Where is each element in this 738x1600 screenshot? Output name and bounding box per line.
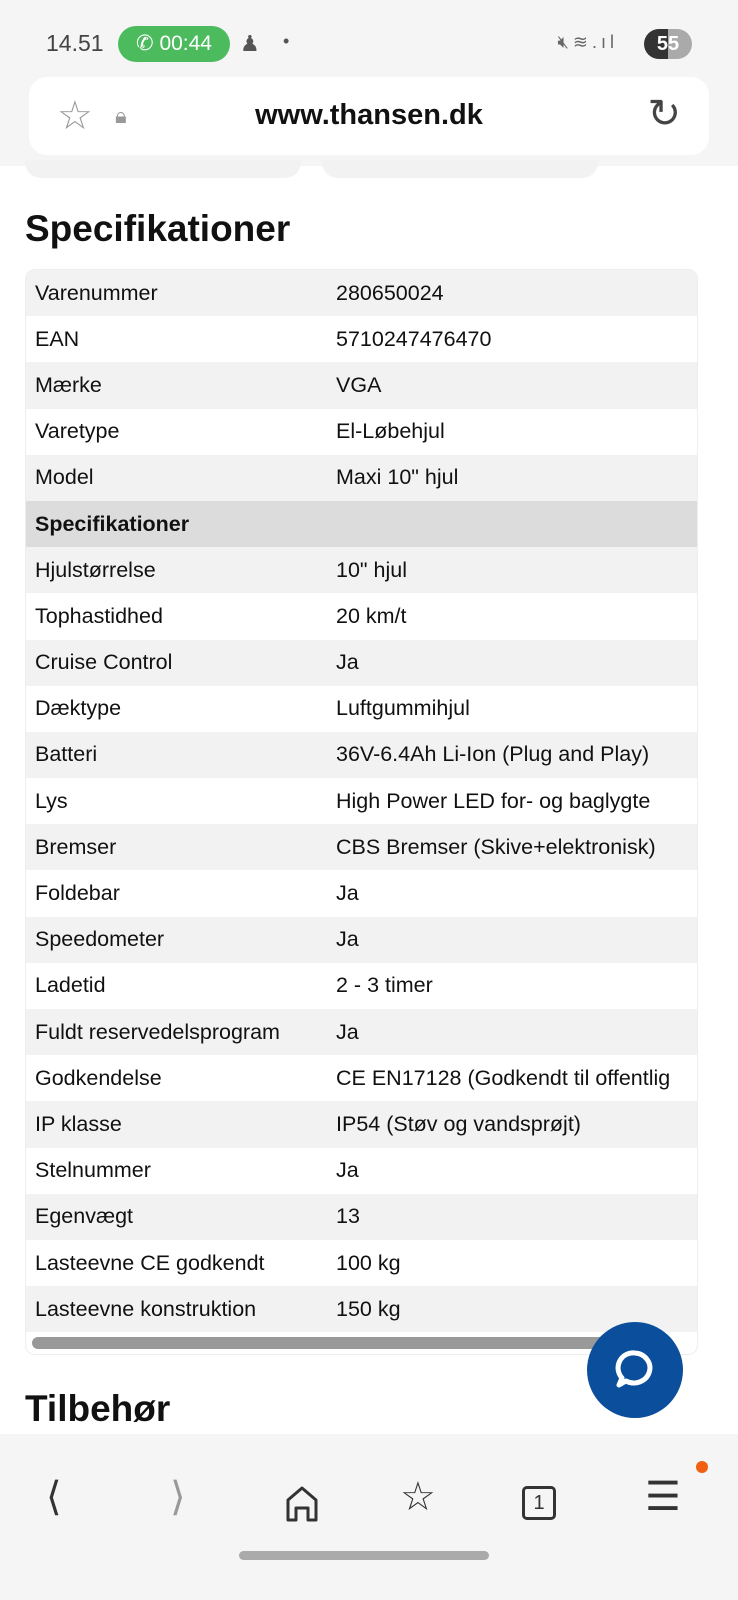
row-label: Lasteevne CE godkendt [35, 1250, 265, 1275]
tab-count: 1 [533, 1492, 545, 1514]
home-icon[interactable] [284, 1484, 320, 1524]
gesture-bar[interactable] [239, 1551, 489, 1560]
url-text[interactable]: www.thansen.dk [255, 99, 483, 131]
table-row [26, 917, 697, 963]
row-value: Luftgummihjul [336, 696, 470, 721]
scrollbar-thumb[interactable] [32, 1337, 632, 1349]
row-value: 280650024 [336, 280, 444, 305]
signal-icon: .ıl [591, 32, 618, 52]
row-value: High Power LED for- og baglygte [336, 788, 651, 813]
row-label: Lys [35, 788, 68, 813]
tabs-button[interactable] [522, 1486, 556, 1520]
table-row [26, 1055, 697, 1101]
table-row [26, 409, 697, 455]
status-bar [0, 0, 738, 80]
row-label: Cruise Control [35, 650, 173, 675]
row-value: Maxi 10" hjul [336, 465, 459, 490]
row-label: Lasteevne konstruktion [35, 1296, 257, 1321]
battery-indicator: 55 [644, 29, 692, 59]
row-label: Speedometer [35, 927, 165, 952]
table-row [26, 455, 697, 501]
row-value: IP54 (Støv og vandsprøjt) [336, 1111, 581, 1136]
table-row [26, 270, 697, 316]
table-row [26, 778, 697, 824]
table-section-header [26, 501, 697, 547]
chat-button[interactable] [587, 1322, 683, 1418]
row-label: Mærke [35, 372, 102, 397]
row-value: 2 - 3 timer [336, 973, 433, 998]
row-value: CE EN17128 (Godkendt til offentlig [336, 1065, 671, 1090]
address-bar-area [0, 80, 738, 166]
row-label: Egenvægt [35, 1204, 134, 1229]
row-label: Hjulstørrelse [35, 557, 156, 582]
table-row [26, 870, 697, 916]
row-value: 13 [336, 1204, 360, 1229]
row-value: Ja [336, 1019, 359, 1044]
more-notifications-icon: • [283, 31, 290, 51]
row-value: CBS Bremser (Skive+elektronisk) [336, 834, 656, 859]
table-row [26, 640, 697, 686]
bottom-nav [0, 1434, 738, 1600]
table-row [26, 547, 697, 593]
row-label: Ladetid [35, 973, 106, 998]
table-row [26, 1286, 697, 1332]
spec-table [25, 269, 698, 1355]
content-card-stub [322, 160, 598, 178]
accessories-heading: Tilbehør [25, 1388, 171, 1429]
reload-icon[interactable]: ↻ [647, 92, 681, 136]
table-row [26, 593, 697, 639]
row-value: Ja [336, 650, 359, 675]
bookmarks-icon[interactable]: ☆ [400, 1475, 436, 1519]
row-label: Foldebar [35, 881, 120, 906]
table-row [26, 963, 697, 1009]
row-label: Model [35, 465, 94, 490]
row-label: Fuldt reservedelsprogram [35, 1019, 280, 1044]
table-row [26, 824, 697, 870]
table-row [26, 1101, 697, 1147]
bookmark-star-icon[interactable]: ☆ [57, 94, 93, 138]
notification-dot [696, 1461, 708, 1473]
row-label: Stelnummer [35, 1158, 151, 1183]
call-indicator[interactable]: ✆ 00:44 [118, 26, 230, 62]
address-bar[interactable] [29, 77, 709, 155]
row-value: VGA [336, 372, 382, 397]
chat-bubble-icon [612, 1347, 658, 1393]
row-value: Ja [336, 881, 359, 906]
row-value: El-Løbehjul [336, 419, 445, 444]
row-value: 10" hjul [336, 557, 407, 582]
row-label: Specifikationer [35, 511, 190, 536]
row-label: Varetype [35, 419, 120, 444]
row-label: EAN [35, 326, 80, 351]
row-value: 36V-6.4Ah Li-Ion (Plug and Play) [336, 742, 650, 767]
snapchat-icon: ♟ [240, 31, 260, 56]
row-label: Tophastidhed [35, 603, 163, 628]
table-row [26, 362, 697, 408]
row-value: 100 kg [336, 1250, 401, 1275]
row-value: Ja [336, 927, 359, 952]
table-row [26, 732, 697, 778]
lock-icon[interactable]: 🔒︎ [115, 103, 127, 128]
row-label: Varenummer [35, 280, 158, 305]
call-timer: 00:44 [159, 32, 212, 55]
system-icons [558, 32, 618, 53]
wifi-icon: ≋ [572, 32, 592, 52]
mute-icon: 🔇︎ [557, 32, 573, 52]
row-value: Ja [336, 1158, 359, 1183]
content-card-stub [25, 160, 301, 178]
menu-icon[interactable]: ☰ [645, 1475, 681, 1519]
row-label: Dæktype [35, 696, 122, 721]
row-label: IP klasse [35, 1111, 122, 1136]
row-value: 20 km/t [336, 603, 407, 628]
back-icon[interactable]: ⟨ [46, 1475, 62, 1519]
row-label: Batteri [35, 742, 98, 767]
table-row [26, 686, 697, 732]
row-value: 5710247476470 [336, 326, 492, 351]
table-row [26, 1240, 697, 1286]
table-row [26, 1194, 697, 1240]
table-row [26, 1148, 697, 1194]
row-value: 150 kg [336, 1296, 401, 1321]
table-row [26, 316, 697, 362]
forward-icon[interactable]: ⟩ [170, 1475, 186, 1519]
clock: 14.51 [46, 30, 104, 56]
row-label: Godkendelse [35, 1065, 162, 1090]
section-heading: Specifikationer [25, 208, 291, 249]
row-label: Bremser [35, 834, 117, 859]
table-row [26, 1009, 697, 1055]
